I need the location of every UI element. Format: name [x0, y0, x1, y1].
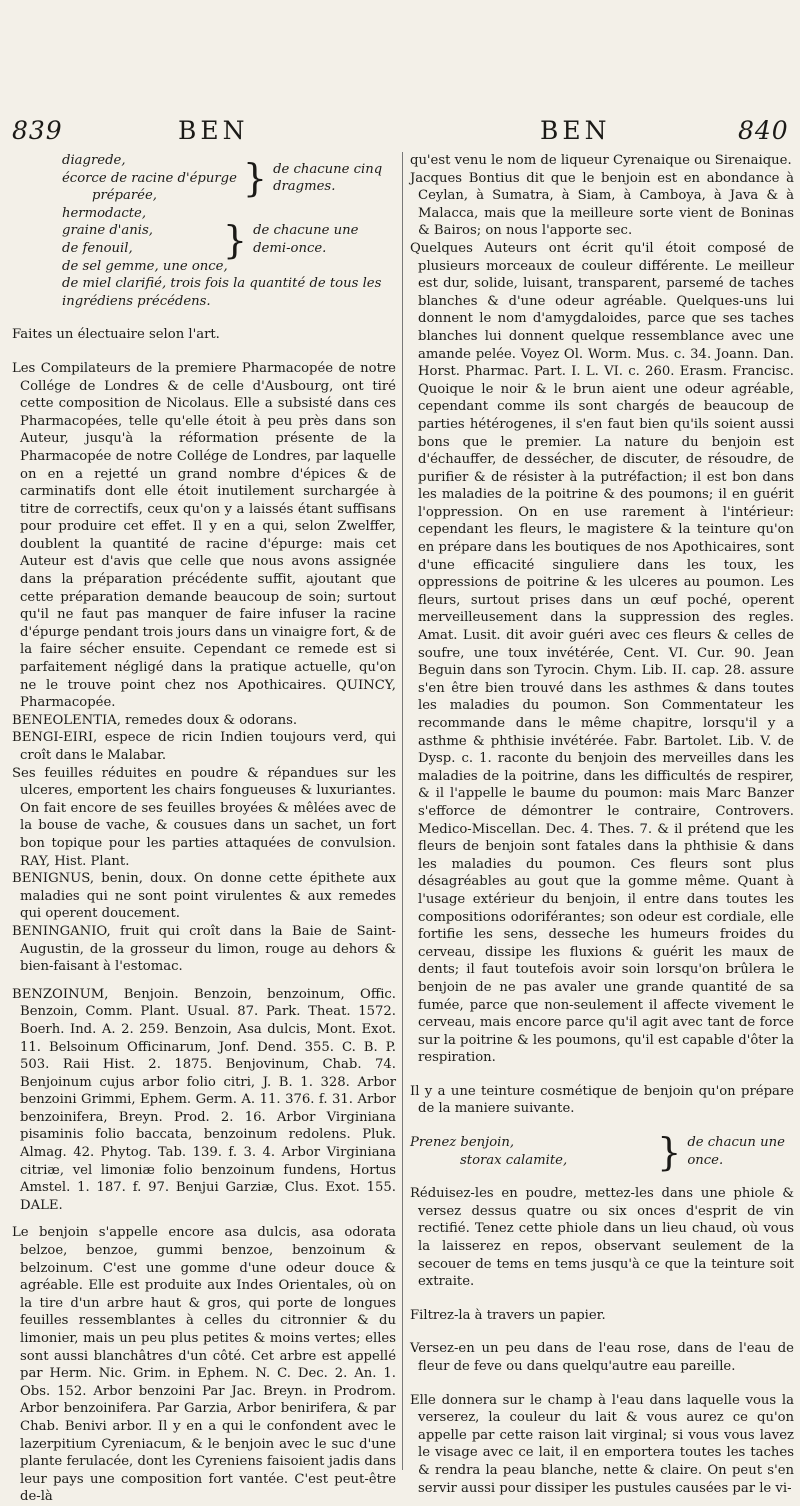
brace: } [657, 1129, 682, 1174]
recipe-dose: de chacun une once. [687, 1135, 785, 1168]
running-head-right: BEN [540, 116, 611, 145]
recipe-dose: de chacune cinq dragmes. [273, 161, 383, 195]
recipe-item: hermodacte, [62, 205, 147, 221]
paragraph: Filtrez-la à travers un papier. [410, 1307, 606, 1323]
paragraph: Faites un électuaire selon l'art. [12, 327, 220, 343]
paragraph: Jacques Bontius dit que le benjoin est en abondance à Ceylan, à Sumatra, à Siam, à Camboya, à Java & à Malacca, mais que la meilleure sorte vient de Boninas & Bairos; on nous l'apporte sec. [410, 170, 794, 239]
brace: } [222, 217, 248, 262]
paragraph: qu'est venu le nom de liqueur Cyrenaique ou Sirenaique. [410, 153, 792, 168]
entry-beneolentia: BENEOLENTIA, remedes doux & odorans. [12, 712, 298, 728]
paragraph: Versez-en un peu dans de l'eau rose, dans de l'eau de fleur de feve ou dans quelqu'autre eau pareille. [410, 1341, 794, 1374]
recipe-item: de sel gemme, une once, [62, 258, 228, 274]
entry-bengi-eiri: BENGI-EIRI, espece de ricin Indien toujours verd, qui croît dans le Malabar. [12, 730, 396, 763]
running-head-left: BEN [178, 116, 249, 145]
paragraph: Le benjoin s'appelle encore asa dulcis, asa odorata belzoe, benzoe, gummi benzoe, benzoinum & belzoinum. C'est une gomme d'une odeur douce & agréable. Elle est produite aux Indes Orientales, où on la tire d'un arbre haut & gros, qui porte de longues feuilles ressemblantes à celles du citronnier & du limonier, mais un peu plus petites & moins vertes; elles sont aussi blanchâtres d'un côté. Cet arbre est appellé par Herm. Nic. Grim. in Ephem. N. C. Dec. 2. An. 1. Obs. 152. Arbor benzoini Par Jac. Breyn. in Prodrom. Arbor benzoinifera. Par Garzia, Arbor benirifera, & par Chab. Benivi arbor. Il y en a qui le confondent avec le lazerpitium Cyreniacum, & le benjoin avec le suc d'une plante ferulacée, dont les Cyreniens faisoient jadis dans leur pays une composition fort vantée. C'est peut-être de-là [12, 1225, 396, 1505]
recipe-item: diagrede, [62, 153, 126, 168]
page-number-left: 839 [12, 116, 63, 145]
paragraph: Ses feuilles réduites en poudre & répandues sur les ulceres, emportent les chairs fongueuses & luxuriantes. On fait encore de ses feuilles broyées & mêlées avec de la bouse de vache, & cousues dans un sachet, un fort bon topique pour les parties attaquées de convulsion. RAY, Hist. Plant. [12, 765, 396, 869]
recipe-item: de miel clarifié, trois fois la quantité de tous les ingrédiens précédens. [62, 276, 382, 309]
left-column [12, 152, 396, 1506]
paragraph: Quelques Auteurs ont écrit qu'il étoit composé de plusieurs morceaux de couleur différente. Le meilleur est dur, solide, luisant, transparent, parsemé de taches blanches & d'une odeur agréable. Quelques-uns lui donnent le nom d'amygdaloides, parce que ses taches blanches lui donnent quelque ressemblance avec une amande pelée. Voyez Ol. Worm. Mus. c. 34. Joann. Dan. Horst. Pharmac. Part. I. L. VI. c. 260. Erasm. Francisc. Quoique le noir & le brun aient une odeur agréable, cependant comme ils sont chargés de beaucoup de parties hétérogenes, il s'en faut bien qu'ils soient aussi bons que le premier. La nature du benjoin est d'échauffer, de dessécher, de discuter, de résoudre, de purifier & de résister à la putréfaction; il est bon dans les maladies de la poitrine & des poumons; il en guérit l'oppression. On en use rarement à l'intérieur: cependant les fleurs, le magistere & la teinture qu'on en prépare dans les boutiques de nos Apothicaires, sont d'une efficacité singuliere dans les toux, les oppressions de poitrine & les ulceres au poumon. Les fleurs, surtout prises dans un œuf poché, operent merveilleusement dans la suppression des regles. Amat. Lusit. dit avoir guéri avec ces fleurs & celles de soufre, une toux invétérée, Cent. VI. Cur. 90. Jean Beguin dans son Tyrocin. Chym. Lib. II. cap. 28. assure s'en être bien trouvé dans les asthmes & dans toutes les maladies du poumon. Son Commentateur les recommande dans le même chapitre, lorsqu'il y a asthme & phthisie invétérée. Fabr. Bartolet. Lib. V. de Dysp. c. 1. raconte du benjoin des merveilles dans les maladies de la poitrine, dans les difficultés de respirer, & il l'appelle le baume du poumon: mais Marc Banzer s'efforce de démontrer le contraire, Controvers. Medico-Miscellan. Dec. 4. Thes. 7. & il prétend que les fleurs de benjoin sont fatales dans la phthisie & dans les maladies du poumon. Ces fleurs sont plus désagréables au gout que la gomme même. Quant à l'usage extérieur du benjoin, il entre dans toutes les compositions odoriférantes; son odeur est cordiale, elle fortifie les sens, desseche les humeurs froides du cerveau, dissipe les fluxions & guérit les maux de dents; il faut toutefois avoir soin lorsqu'on brûlera le benjoin de ne pas avaler une grande quantité de sa fumée, parce que non-seulement il affecte vivement le cerveau, mais encore parce qu'il agit avec tant de force sur la poitrine & les poumons, qu'il est capable d'ôter la respiration. [410, 240, 794, 1066]
recipe-group-3 [410, 1129, 794, 1174]
recipe-item: Prenez benjoin, [410, 1135, 515, 1151]
right-column [410, 152, 794, 1497]
recipe-item: écorce de racine d'épurge [62, 170, 237, 186]
paragraph: Il y a une teinture cosmétique de benjoin qu'on prépare de la maniere suivante. [410, 1083, 794, 1117]
recipe-item: storax calamite, [460, 1152, 568, 1168]
entry-benzoinum: BENZOINUM, Benjoin. Benzoin, benzoinum, Offic. Benzoin, Comm. Plant. Usual. 87. Park. Theat. 1572. Boerh. Ind. A. 2. 259. Benzoin, Asa dulcis, Mont. Exot. 11. Belsoinum Officinarum, Jonf. Dend. 355. C. B. P. 503. Raii Hist. 2. 1875. Benjovinum, Chab. 74. Benjoinum cujus arbor folio citri, J. B. 1. 328. Arbor benzoini Grimmi, Ephem. Germ. A. 11. 376. f. 31. Arbor benzoinifera, Breyn. Prod. 2. 16. Arbor Virginiana pisaminis folio baccata, benzoinum redolens. Pluk. Almag. 42. Phytog. Tab. 139. f. 3. 4. Arbor Virginiana citriæ, vel limoniæ folio benzoinum fundens, Hortus Amstel. 1. 187. f. 97. Benjui Garziæ, Clus. Exot. 155. DALE. [12, 986, 396, 1213]
recipe-item: de fenouil, [62, 240, 133, 256]
column-rule [402, 152, 403, 1470]
recipe-group-2 [12, 217, 396, 262]
paragraph: Réduisez-les en poudre, mettez-les dans une phiole & versez dessus quatre ou six onces d'esprit de vin rectifié. Tenez cette phiole dans un lieu chaud, où vous la laisserez en repos, observant seulement de la secouer de tems en tems jusqu'à ce que la teinture soit extraite. [410, 1186, 794, 1290]
entry-benignus: BENIGNUS, benin, doux. On donne cette épithete aux maladies qui ne sont point virulentes & aux remedes qui operent doucement. [12, 871, 396, 922]
recipe-item: graine d'anis, [62, 223, 153, 239]
paragraph: Les Compilateurs de la premiere Pharmacopée de notre Collége de Londres & de celle d'Ausbourg, ont tiré cette composition de Nicolaus. Elle a subsisté dans ces Pharmacopées, telle qu'elle étoit à peu près dans son Auteur, jusqu'à la réformation présente de la Pharmacopée de notre Collége de Londres, par laquelle on en a rejetté un grand nombre d'épices & de carminatifs dont elle étoit inutilement surchargée à titre de correctifs, ceux qu'on y a laissés étant suffisans pour produire cet effet. Il y en a qui, selon Zwelffer, doublent la quantité de racine d'épurge: mais cet Auteur est d'avis que celle que nous avons assignée dans la préparation précédente suffit, ajoutant que cette préparation demande beaucoup de soin; surtout qu'il ne faut pas manquer de faire infuser la racine d'épurge pendant trois jours dans un vinaigre fort, & de la faire sécher ensuite. Cependant ce remede est si parfaitement négligé dans la pratique actuelle, qu'on ne le trouve point chez nos Apothicaires. QUINCY, Pharmacopée. [12, 360, 396, 711]
brace: } [242, 156, 268, 201]
recipe-group-1 [12, 152, 396, 205]
paragraph: Elle donnera sur le champ à l'eau dans laquelle vous la verserez, la couleur du lait & vous aurez ce qu'on appelle par cette raison lait virginal; si vous vous lavez le visage avec ce lait, il en emportera toutes les taches & rendra la peau blanche, nette & claire. On peut s'en servir aussi pour dissiper les pustules causées par le vi- [410, 1392, 794, 1496]
recipe-item: préparée, [92, 188, 157, 204]
entry-beninganio: BENINGANIO, fruit qui croît dans la Baie de Saint-Augustin, de la grosseur du limon, rouge au dehors & bien-faisant à l'estomac. [12, 923, 396, 975]
page-number-right: 840 [738, 116, 789, 145]
recipe-dose: de chacune une demi-once. [253, 223, 359, 256]
